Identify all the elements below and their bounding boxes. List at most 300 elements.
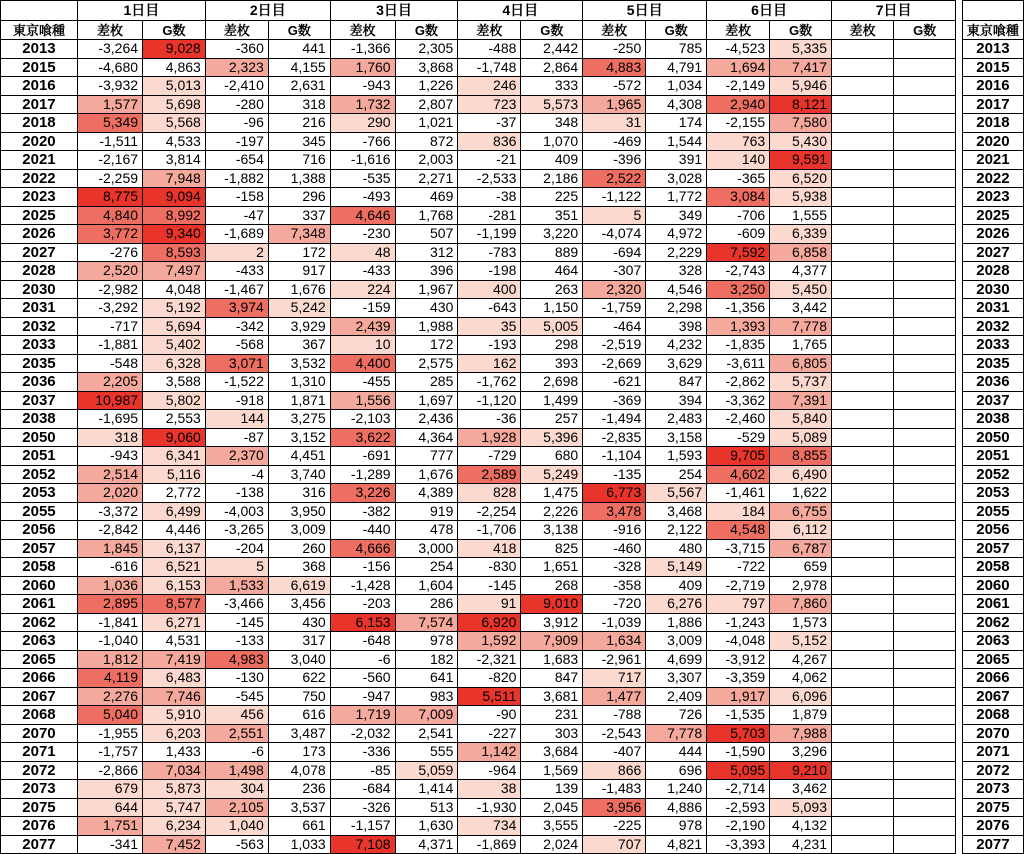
column-gap: [956, 21, 963, 40]
games-cell: 469: [395, 188, 458, 207]
day-header-4: 4日目: [458, 1, 583, 21]
diff-cell: 3,772: [77, 225, 142, 244]
games-cell: [894, 169, 956, 188]
machine-id: 2017: [1, 95, 78, 114]
games-cell: 263: [521, 280, 583, 299]
games-cell: 348: [521, 114, 583, 133]
diff-cell: [832, 447, 894, 466]
diff-cell: -230: [330, 225, 395, 244]
diff-cell: -2,190: [707, 817, 770, 836]
machine-id-right: 2066: [962, 669, 1023, 688]
games-cell: [894, 391, 956, 410]
table-row: [1, 835, 1024, 854]
games-cell: 4,364: [395, 428, 458, 447]
diff-cell: 2,589: [458, 465, 521, 484]
diff-cell: -1,930: [458, 798, 521, 817]
games-cell: 6,271: [143, 613, 206, 632]
diff-cell: -90: [458, 706, 521, 725]
games-cell: 978: [646, 817, 707, 836]
column-gap: [956, 706, 963, 725]
diff-cell: -572: [583, 77, 646, 96]
table-row: [1, 299, 1024, 318]
diff-cell: -469: [583, 132, 646, 151]
games-cell: [894, 835, 956, 854]
diff-cell: -616: [77, 558, 142, 577]
games-cell: 1,604: [395, 576, 458, 595]
games-cell: 285: [395, 373, 458, 392]
games-cell: 983: [395, 687, 458, 706]
games-cell: 2,003: [395, 151, 458, 170]
table-body: [1, 40, 1024, 854]
games-cell: 7,452: [143, 835, 206, 854]
machine-id-right: 2022: [962, 169, 1023, 188]
diff-cell: -96: [205, 114, 268, 133]
games-cell: 5,152: [770, 632, 832, 651]
games-cell: 1,593: [646, 447, 707, 466]
games-cell: 396: [395, 262, 458, 281]
diff-cell: -382: [330, 502, 395, 521]
diff-cell: -2,155: [707, 114, 770, 133]
diff-cell: 8,775: [77, 188, 142, 207]
diff-cell: -358: [583, 576, 646, 595]
diff-cell: -648: [330, 632, 395, 651]
diff-cell: -918: [205, 391, 268, 410]
games-cell: 9,340: [143, 225, 206, 244]
diff-cell: [832, 169, 894, 188]
games-cell: 4,371: [395, 835, 458, 854]
diff-cell: -947: [330, 687, 395, 706]
games-cell: 9,060: [143, 428, 206, 447]
diff-cell: -2,254: [458, 502, 521, 521]
machine-id: 2061: [1, 595, 78, 614]
games-cell: 750: [268, 687, 330, 706]
diff-cell: 679: [77, 780, 142, 799]
diff-cell: -609: [707, 225, 770, 244]
diff-cell: 6,920: [458, 613, 521, 632]
column-gap: [956, 835, 963, 854]
diff-cell: -138: [205, 484, 268, 503]
diff-cell: 4,400: [330, 354, 395, 373]
machine-id-right: 2070: [962, 724, 1023, 743]
diff-cell: -964: [458, 761, 521, 780]
diff-cell: 4,983: [205, 650, 268, 669]
games-cell: 6,755: [770, 502, 832, 521]
games-cell: 9,010: [521, 595, 583, 614]
games-cell: 303: [521, 724, 583, 743]
diff-cell: -1,869: [458, 835, 521, 854]
diff-cell: 10,987: [77, 391, 142, 410]
games-cell: 444: [646, 743, 707, 762]
machine-id: 2070: [1, 724, 78, 743]
games-cell: 5,910: [143, 706, 206, 725]
games-cell: 5,430: [770, 132, 832, 151]
diff-cell: -548: [77, 354, 142, 373]
column-gap: [956, 410, 963, 429]
games-cell: 7,419: [143, 650, 206, 669]
diff-cell: -691: [330, 447, 395, 466]
table-row: [1, 484, 1024, 503]
diff-cell: 1,477: [583, 687, 646, 706]
games-cell: 917: [268, 262, 330, 281]
machine-id: 2031: [1, 299, 78, 318]
diff-cell: 828: [458, 484, 521, 503]
diff-cell: -1,467: [205, 280, 268, 299]
games-cell: 351: [521, 206, 583, 225]
games-cell: 268: [521, 576, 583, 595]
games-cell: 367: [268, 336, 330, 355]
diff-cell: -250: [583, 40, 646, 59]
diff-cell: -2,321: [458, 650, 521, 669]
diff-cell: 4,119: [77, 669, 142, 688]
day-header-6: 6日目: [707, 1, 832, 21]
table-row: [1, 632, 1024, 651]
games-cell: 5,747: [143, 798, 206, 817]
machine-id-right: 2023: [962, 188, 1023, 207]
diff-cell: -369: [583, 391, 646, 410]
diff-cell: 866: [583, 761, 646, 780]
diff-cell: 35: [458, 317, 521, 336]
diff-cell: 48: [330, 243, 395, 262]
games-cell: 7,009: [395, 706, 458, 725]
diff-cell: -197: [205, 132, 268, 151]
games-cell: 4,863: [143, 58, 206, 77]
machine-id-right: 2073: [962, 780, 1023, 799]
diff-cell: 2,522: [583, 169, 646, 188]
diff-cell: [832, 835, 894, 854]
games-cell: 4,048: [143, 280, 206, 299]
games-cell: 1,622: [770, 484, 832, 503]
games-cell: 5,013: [143, 77, 206, 96]
machine-id: 2025: [1, 206, 78, 225]
machine-id-right: 2072: [962, 761, 1023, 780]
diff-cell: [832, 317, 894, 336]
column-gap: [956, 262, 963, 281]
machine-id-right: 2031: [962, 299, 1023, 318]
diff-cell: 162: [458, 354, 521, 373]
machine-id: 2036: [1, 373, 78, 392]
games-cell: 2,807: [395, 95, 458, 114]
diff-cell: -2,543: [583, 724, 646, 743]
games-cell: 3,487: [268, 724, 330, 743]
table-row: [1, 595, 1024, 614]
diff-cell: -326: [330, 798, 395, 817]
games-cell: [894, 669, 956, 688]
games-cell: 3,532: [268, 354, 330, 373]
games-cell: [894, 410, 956, 429]
diff-cell: -2,743: [707, 262, 770, 281]
games-cell: 8,577: [143, 595, 206, 614]
diff-cell: 2,105: [205, 798, 268, 817]
diff-cell: -455: [330, 373, 395, 392]
diff-cell: -133: [205, 632, 268, 651]
diff-cell: -433: [205, 262, 268, 281]
machine-id: 2033: [1, 336, 78, 355]
games-cell: 2,698: [521, 373, 583, 392]
diff-cell: 3,250: [707, 280, 770, 299]
diff-cell: [832, 539, 894, 558]
column-gap: [956, 317, 963, 336]
diff-cell: -2,259: [77, 169, 142, 188]
games-cell: 1,967: [395, 280, 458, 299]
machine-id-right: 2060: [962, 576, 1023, 595]
games-cell: 1,475: [521, 484, 583, 503]
table-row: [1, 780, 1024, 799]
games-cell: 3,296: [770, 743, 832, 762]
column-gap: [956, 391, 963, 410]
diff-cell: [832, 669, 894, 688]
games-cell: 2,978: [770, 576, 832, 595]
games-cell: 680: [521, 447, 583, 466]
games-cell: [894, 132, 956, 151]
games-cell: 296: [268, 188, 330, 207]
machine-id-right: 2061: [962, 595, 1023, 614]
games-cell: 172: [268, 243, 330, 262]
diff-cell: 1,719: [330, 706, 395, 725]
games-cell: 5,116: [143, 465, 206, 484]
games-cell: 6,499: [143, 502, 206, 521]
machine-id-right: 2053: [962, 484, 1023, 503]
games-cell: 7,778: [646, 724, 707, 743]
machine-id-right: 2036: [962, 373, 1023, 392]
table-row: [1, 761, 1024, 780]
diff-cell: -1,835: [707, 336, 770, 355]
diff-cell: 6,153: [330, 613, 395, 632]
games-cell: [894, 428, 956, 447]
machine-id-right: 2016: [962, 77, 1023, 96]
games-cell: [894, 373, 956, 392]
games-cell: 8,593: [143, 243, 206, 262]
diff-cell: -2,519: [583, 336, 646, 355]
games-cell: 661: [268, 817, 330, 836]
games-cell: 480: [646, 539, 707, 558]
games-cell: 7,348: [268, 225, 330, 244]
games-cell: 4,451: [268, 447, 330, 466]
diff-cell: 418: [458, 539, 521, 558]
games-cell: 2,436: [395, 410, 458, 429]
games-cell: [894, 743, 956, 762]
diff-cell: [832, 114, 894, 133]
diff-cell: 3,478: [583, 502, 646, 521]
diff-cell: 38: [458, 780, 521, 799]
machine-id: 2053: [1, 484, 78, 503]
diff-cell: -1,511: [77, 132, 142, 151]
games-cell: 394: [646, 391, 707, 410]
machine-id-right: 2055: [962, 502, 1023, 521]
games-cell: 478: [395, 521, 458, 540]
column-gap: [956, 576, 963, 595]
machine-id: 2022: [1, 169, 78, 188]
machine-id-right: 2032: [962, 317, 1023, 336]
games-cell: 409: [646, 576, 707, 595]
machine-id: 2063: [1, 632, 78, 651]
machine-id-right: 2020: [962, 132, 1023, 151]
games-cell: 1,676: [268, 280, 330, 299]
games-cell: 2,864: [521, 58, 583, 77]
games-cell: 3,158: [646, 428, 707, 447]
diff-cell: -1,122: [583, 188, 646, 207]
diff-cell: 1,498: [205, 761, 268, 780]
diff-cell: -1,535: [707, 706, 770, 725]
diff-cell: -1,356: [707, 299, 770, 318]
games-cell: 5,840: [770, 410, 832, 429]
diff-cell: -943: [77, 447, 142, 466]
table-row: [1, 521, 1024, 540]
diff-cell: -204: [205, 539, 268, 558]
games-cell: 1,651: [521, 558, 583, 577]
table-row: [1, 613, 1024, 632]
machine-id-right: 2038: [962, 410, 1023, 429]
column-gap: [956, 299, 963, 318]
games-cell: 622: [268, 669, 330, 688]
column-gap: [956, 669, 963, 688]
diff-cell: -4,523: [707, 40, 770, 59]
diff-cell: 836: [458, 132, 521, 151]
games-cell: 7,034: [143, 761, 206, 780]
diff-cell: -1,120: [458, 391, 521, 410]
diff-cell: [832, 428, 894, 447]
diff-cell: -1,461: [707, 484, 770, 503]
games-cell: [894, 225, 956, 244]
diff-cell: 707: [583, 835, 646, 854]
diff-cell: -360: [205, 40, 268, 59]
diff-cell: -720: [583, 595, 646, 614]
diff-cell: -568: [205, 336, 268, 355]
games-cell: [894, 761, 956, 780]
machine-id: 2060: [1, 576, 78, 595]
games-cell: 7,580: [770, 114, 832, 133]
games-cell: [894, 336, 956, 355]
games-cell: 1,499: [521, 391, 583, 410]
diff-cell: [832, 502, 894, 521]
machine-id: 2052: [1, 465, 78, 484]
games-cell: 1,871: [268, 391, 330, 410]
diff-cell: -36: [458, 410, 521, 429]
games-cell: 398: [646, 317, 707, 336]
games-cell: [894, 706, 956, 725]
table-row: [1, 373, 1024, 392]
diff-cell: -1,483: [583, 780, 646, 799]
games-cell: 6,339: [770, 225, 832, 244]
diff-cell: -643: [458, 299, 521, 318]
id-column-header: 東京喰種: [1, 21, 78, 40]
column-gap: [956, 650, 963, 669]
games-cell: [894, 521, 956, 540]
diff-cell: -820: [458, 669, 521, 688]
games-cell: 825: [521, 539, 583, 558]
diff-cell: -1,590: [707, 743, 770, 762]
diff-cell: [832, 225, 894, 244]
diff-cell: -563: [205, 835, 268, 854]
diff-cell: 717: [583, 669, 646, 688]
diff-cell: -1,039: [583, 613, 646, 632]
diff-cell: [832, 206, 894, 225]
games-cell: [894, 77, 956, 96]
machine-id-right: 2033: [962, 336, 1023, 355]
diff-cell: -460: [583, 539, 646, 558]
table-row: [1, 77, 1024, 96]
machine-id: 2058: [1, 558, 78, 577]
diff-cell: 1,592: [458, 632, 521, 651]
diff-cell: 1,751: [77, 817, 142, 836]
diff-cell: -1,289: [330, 465, 395, 484]
machine-id-right: 2027: [962, 243, 1023, 262]
column-gap: [956, 558, 963, 577]
games-cell: 3,009: [646, 632, 707, 651]
diff-cell: -1,243: [707, 613, 770, 632]
diff-cell: -47: [205, 206, 268, 225]
table-row: [1, 428, 1024, 447]
diff-cell: 2,320: [583, 280, 646, 299]
diff-cell: 7,108: [330, 835, 395, 854]
games-cell: 4,791: [646, 58, 707, 77]
games-cell: 5,737: [770, 373, 832, 392]
diff-cell: -1,757: [77, 743, 142, 762]
games-cell: 847: [646, 373, 707, 392]
diff-cell: -203: [330, 595, 395, 614]
games-cell: 216: [268, 114, 330, 133]
games-column-header: G数: [646, 21, 707, 40]
machine-id: 2013: [1, 40, 78, 59]
diff-cell: 290: [330, 114, 395, 133]
diff-cell: -493: [330, 188, 395, 207]
diff-cell: -3,715: [707, 539, 770, 558]
games-cell: 1,070: [521, 132, 583, 151]
column-gap: [956, 632, 963, 651]
diff-cell: -2,835: [583, 428, 646, 447]
day-header-3: 3日目: [330, 1, 458, 21]
diff-cell: -943: [330, 77, 395, 96]
diff-cell: 2,323: [205, 58, 268, 77]
machine-id-right: 2015: [962, 58, 1023, 77]
diff-cell: -433: [330, 262, 395, 281]
games-cell: 3,912: [521, 613, 583, 632]
table-row: [1, 169, 1024, 188]
machine-id: 2050: [1, 428, 78, 447]
diff-cell: -2,593: [707, 798, 770, 817]
games-cell: 1,772: [646, 188, 707, 207]
games-cell: 1,676: [395, 465, 458, 484]
games-cell: 6,805: [770, 354, 832, 373]
games-cell: 254: [395, 558, 458, 577]
games-cell: [894, 151, 956, 170]
games-cell: 5,568: [143, 114, 206, 133]
games-cell: 7,948: [143, 169, 206, 188]
diff-cell: 91: [458, 595, 521, 614]
games-cell: 173: [268, 743, 330, 762]
machine-id: 2068: [1, 706, 78, 725]
diff-cell: 1,694: [707, 58, 770, 77]
diff-cell: -1,841: [77, 613, 142, 632]
games-cell: 4,308: [646, 95, 707, 114]
table-row: [1, 151, 1024, 170]
machine-id: 2028: [1, 262, 78, 281]
games-cell: 441: [268, 40, 330, 59]
games-cell: 231: [521, 706, 583, 725]
machine-id-right: 2067: [962, 687, 1023, 706]
machine-id: 2030: [1, 280, 78, 299]
games-cell: 6,341: [143, 447, 206, 466]
diff-cell: -3,264: [77, 40, 142, 59]
games-cell: 4,821: [646, 835, 707, 854]
diff-cell: [832, 650, 894, 669]
machine-id-right: 2077: [962, 835, 1023, 854]
diff-cell: -729: [458, 447, 521, 466]
diff-cell: -654: [205, 151, 268, 170]
diff-cell: -1,157: [330, 817, 395, 836]
games-cell: 5,242: [268, 299, 330, 318]
diff-cell: 4,883: [583, 58, 646, 77]
machine-id-right: 2063: [962, 632, 1023, 651]
